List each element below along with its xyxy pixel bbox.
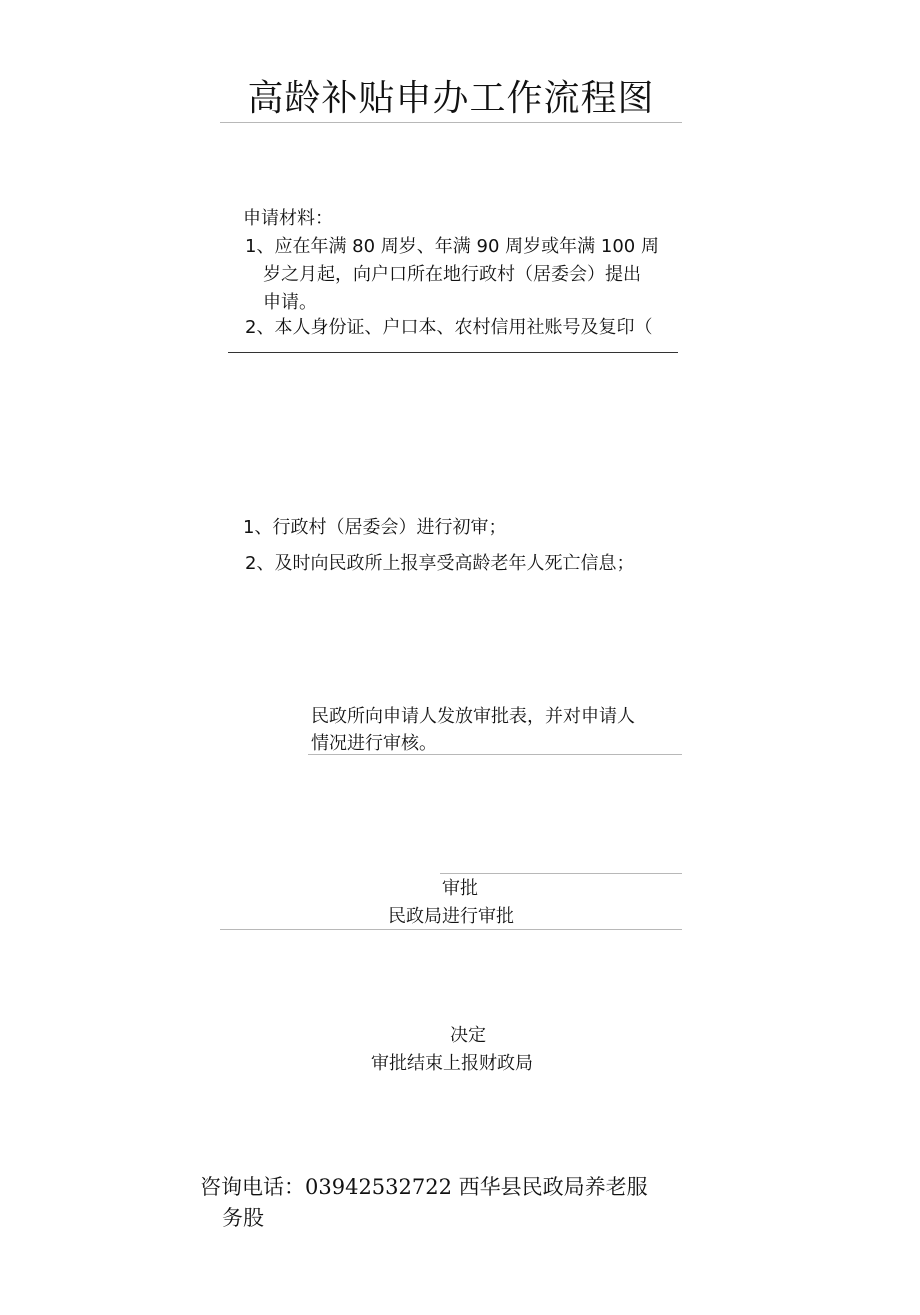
materials-item-1-line-1: 1、应在年满 80 周岁、年满 90 周岁或年满 100 周 [245,236,659,257]
contact-line-2: 务股 [222,1206,264,1230]
materials-item-1-line-2: 岁之月起，向户口所在地行政村（居委会）提出 [263,264,641,285]
decision-heading: 决定 [450,1025,486,1046]
approval-text: 民政局进行审批 [388,906,514,927]
contact-line-1 [200,1172,648,1202]
review-item-1: 1、行政村（居委会）进行初审； [243,517,507,538]
decision-text: 审批结束上报财政局 [371,1053,533,1074]
title-underline [220,122,682,123]
office-review-divider [308,754,682,755]
office-review-line-2: 情况进行审核。 [311,733,437,754]
materials-item-1-line-3: 申请。 [263,292,317,313]
approval-bottom-divider [220,929,682,930]
approval-heading: 审批 [442,878,478,899]
materials-heading: 申请材料： [243,208,333,229]
contact-phone: 03942532722 [305,1175,452,1199]
materials-divider [228,352,678,353]
page-title: 高龄补贴申办工作流程图 [247,78,655,119]
contact-org-part-1: 西华县民政局养老服 [451,1175,648,1199]
contact-label: 咨询电话： [200,1175,305,1199]
review-item-2: 2、及时向民政所上报享受高龄老年人死亡信息； [245,553,635,574]
approval-top-divider [440,873,682,874]
office-review-line-1: 民政所向申请人发放审批表，并对申请人 [311,706,635,727]
materials-item-2: 2、本人身份证、户口本、农村信用社账号及复印（ [245,317,653,338]
